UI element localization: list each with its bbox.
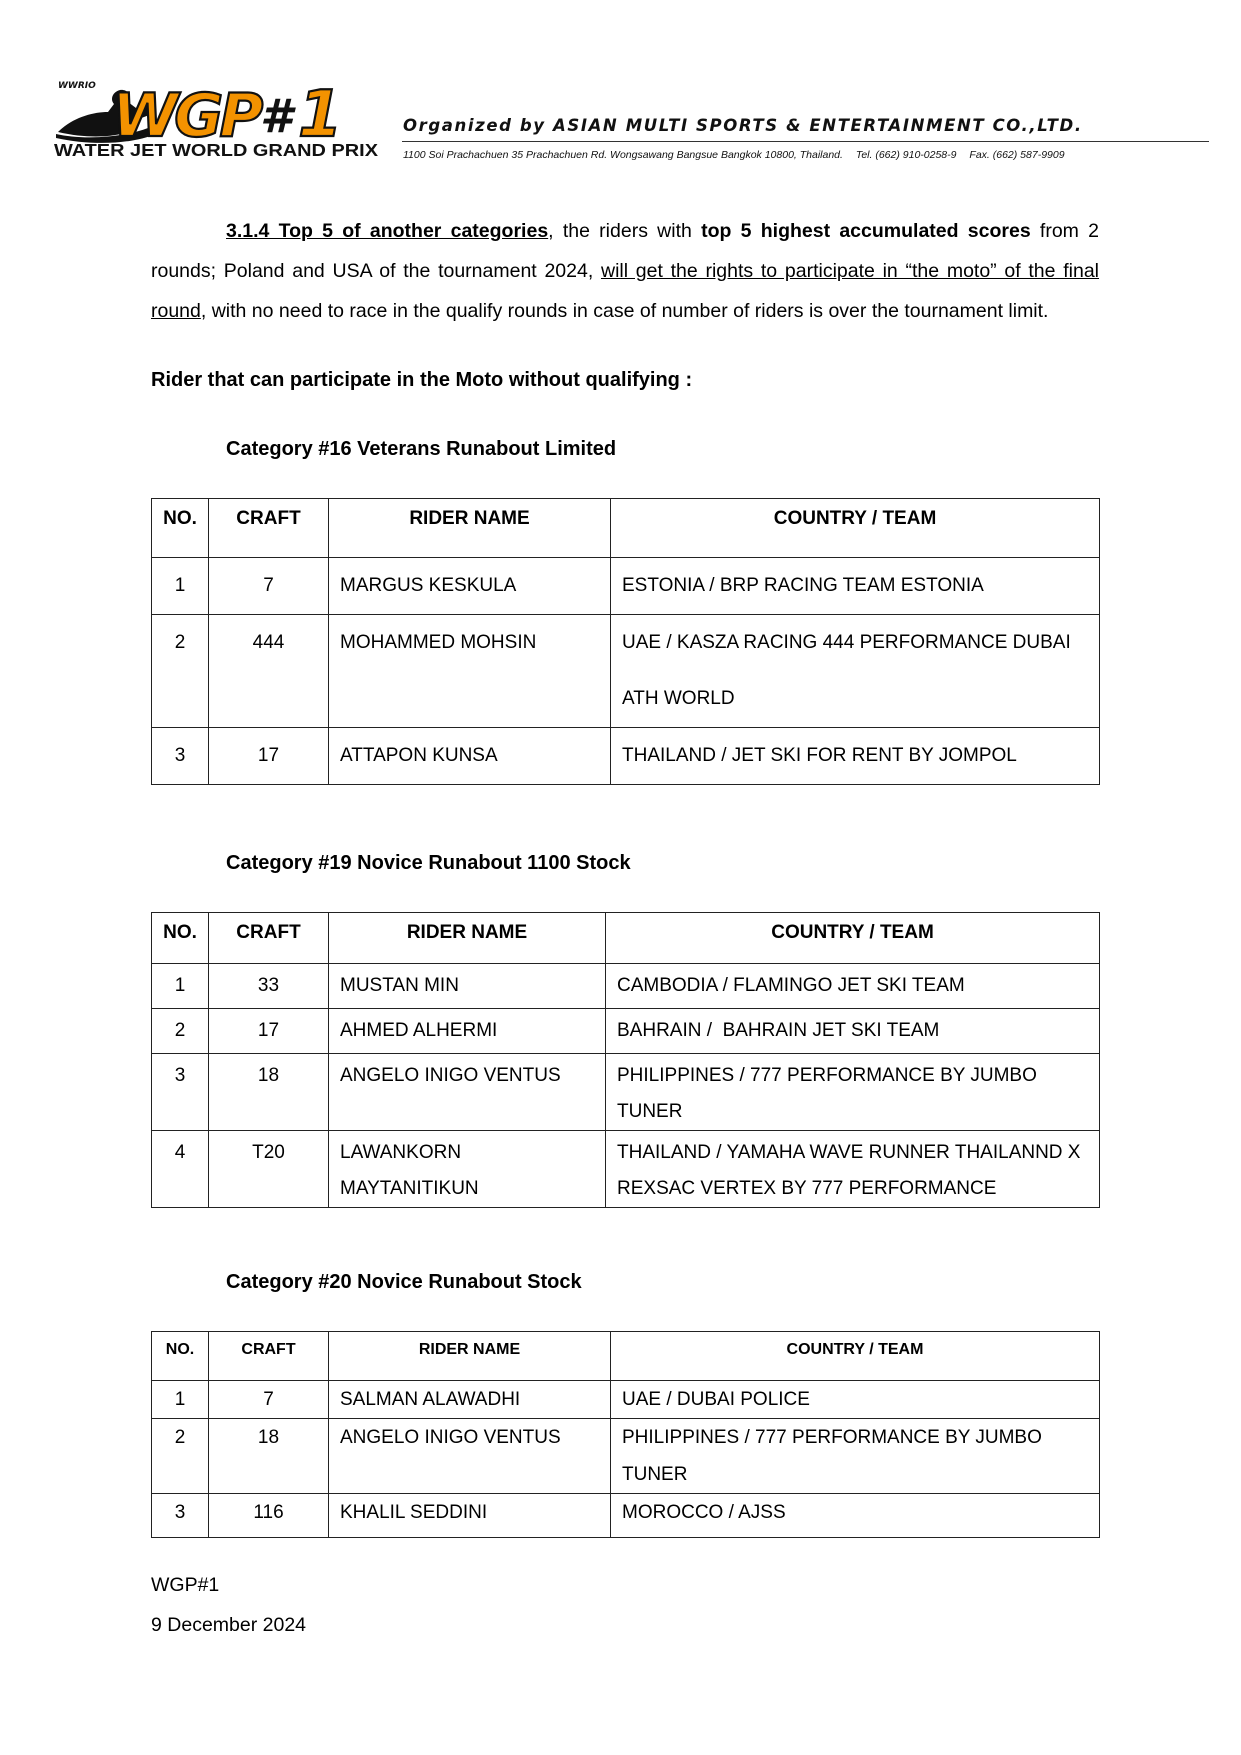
table-row — [152, 1494, 1100, 1538]
cell-craft: 17 — [209, 728, 329, 785]
table-row — [152, 1381, 1100, 1419]
cell-team: BAHRAIN / BAHRAIN JET SKI TEAM — [606, 1009, 1100, 1054]
col-craft: CRAFT — [209, 499, 329, 558]
cell-team: MOROCCO / AJSS — [611, 1494, 1100, 1538]
intro-text-3: , with no need to race in the qualify rounds in case of number of riders is over the tournament limit. — [200, 300, 1049, 322]
logo-small-mark: WWRIO — [58, 81, 96, 91]
cell-no: 1 — [152, 964, 209, 1009]
logo-brand-hash: # — [260, 89, 293, 143]
logo-brand-wgp: WGP — [112, 81, 260, 151]
cell-craft: 33 — [209, 964, 329, 1009]
footer-code: WGP#1 — [151, 1574, 220, 1596]
table-row — [152, 1009, 1100, 1054]
cell-no: 2 — [152, 615, 209, 728]
cell-team: UAE / KASZA RACING 444 PERFORMANCE DUBAI ATH WORLD — [611, 615, 1100, 728]
cell-no: 2 — [152, 1419, 209, 1494]
col-rider-name: RIDER NAME — [329, 1332, 611, 1381]
cell-craft: 7 — [209, 558, 329, 615]
col-no: NO. — [152, 913, 209, 964]
col-country-team: COUNTRY / TEAM — [606, 913, 1100, 964]
table-row — [152, 558, 1100, 615]
cell-craft: 18 — [209, 1419, 329, 1494]
table-row — [152, 1419, 1100, 1494]
col-no: NO. — [152, 1332, 209, 1381]
col-country-team: COUNTRY / TEAM — [611, 499, 1100, 558]
cell-craft: 116 — [209, 1494, 329, 1538]
cell-rider: LAWANKORN MAYTANITIKUN — [329, 1131, 606, 1208]
cell-craft: 18 — [209, 1054, 329, 1131]
table-header-row — [152, 1332, 1100, 1381]
cell-rider: ANGELO INIGO VENTUS — [329, 1419, 611, 1494]
cell-no: 3 — [152, 1054, 209, 1131]
cell-craft: 7 — [209, 1381, 329, 1419]
cell-team: CAMBODIA / FLAMINGO JET SKI TEAM — [606, 964, 1100, 1009]
intro-text-2: from 2 rounds; Poland and USA of the tournament 2024, — [151, 220, 1099, 282]
organizer-address: 1100 Soi Prachachuen 35 Prachachuen Rd. Wongsawang Bangsue Bangkok 10800, Thailand. — [403, 149, 843, 161]
table-row — [152, 728, 1100, 785]
logo-subtitle: WATER JET WORLD GRAND PRIX — [54, 140, 379, 160]
wgp-logo — [52, 74, 382, 160]
cell-rider: AHMED ALHERMI — [329, 1009, 606, 1054]
table-header-row — [152, 499, 1100, 558]
cell-rider: SALMAN ALAWADHI — [329, 1381, 611, 1419]
category-19-title: Category #19 Novice Runabout 1100 Stock — [226, 852, 631, 874]
cell-team: PHILIPPINES / 777 PERFORMANCE BY JUMBO TUNER — [611, 1419, 1100, 1494]
organizer-tel: Tel. (662) 910-0258-9 — [855, 149, 957, 161]
cell-craft: 17 — [209, 1009, 329, 1054]
cell-rider: ANGELO INIGO VENTUS — [329, 1054, 606, 1131]
cell-no: 1 — [152, 558, 209, 615]
cell-craft: T20 — [209, 1131, 329, 1208]
category-19-table — [151, 912, 1100, 1208]
intro-paragraph — [151, 211, 1099, 331]
cell-rider: MUSTAN MIN — [329, 964, 606, 1009]
cell-no: 2 — [152, 1009, 209, 1054]
cell-rider: ATTAPON KUNSA — [329, 728, 611, 785]
organizer-contact — [403, 149, 1075, 161]
table-row — [152, 615, 1100, 728]
cell-craft: 444 — [209, 615, 329, 728]
col-no: NO. — [152, 499, 209, 558]
lead-title: Rider that can participate in the Moto without qualifying : — [151, 369, 693, 391]
cell-team: ESTONIA / BRP RACING TEAM ESTONIA — [611, 558, 1100, 615]
intro-highlight: top 5 highest accumulated scores — [701, 220, 1031, 242]
category-16-title: Category #16 Veterans Runabout Limited — [226, 438, 617, 460]
cell-rider: MOHAMMED MOHSIN — [329, 615, 611, 728]
section-heading: 3.1.4 Top 5 of another categories — [226, 220, 549, 242]
intro-underlined: will get the rights to participate in “the moto” of the final round — [151, 260, 1100, 322]
table-row — [152, 1054, 1100, 1131]
cell-rider: MARGUS KESKULA — [329, 558, 611, 615]
cell-team: THAILAND / YAMAHA WAVE RUNNER THAILANND X REXSAC VERTEX BY 777 PERFORMANCE — [606, 1131, 1100, 1208]
category-20-table — [151, 1331, 1100, 1538]
intro-text-1: , the riders with — [548, 220, 702, 242]
category-20-title: Category #20 Novice Runabout Stock — [226, 1271, 582, 1293]
cell-no: 1 — [152, 1381, 209, 1419]
table-header-row — [152, 913, 1100, 964]
cell-rider: KHALIL SEDDINI — [329, 1494, 611, 1538]
category-16-table — [151, 498, 1100, 785]
col-craft: CRAFT — [209, 1332, 329, 1381]
logo-brand-one: 1 — [298, 78, 343, 152]
header-divider — [402, 141, 1209, 142]
cell-team: THAILAND / JET SKI FOR RENT BY JOMPOL — [611, 728, 1100, 785]
organizer-name: Organized by ASIAN MULTI SPORTS & ENTERTAINMENT CO.,LTD. — [403, 116, 1083, 135]
col-country-team: COUNTRY / TEAM — [611, 1332, 1100, 1381]
col-rider-name: RIDER NAME — [329, 499, 611, 558]
cell-no: 4 — [152, 1131, 209, 1208]
organizer-fax: Fax. (662) 587-9909 — [969, 149, 1065, 161]
cell-no: 3 — [152, 728, 209, 785]
col-craft: CRAFT — [209, 913, 329, 964]
cell-no: 3 — [152, 1494, 209, 1538]
table-row — [152, 964, 1100, 1009]
col-rider-name: RIDER NAME — [329, 913, 606, 964]
table-row — [152, 1131, 1100, 1208]
cell-team: PHILIPPINES / 777 PERFORMANCE BY JUMBO TUNER — [606, 1054, 1100, 1131]
cell-team: UAE / DUBAI POLICE — [611, 1381, 1100, 1419]
footer-date: 9 December 2024 — [151, 1614, 307, 1636]
